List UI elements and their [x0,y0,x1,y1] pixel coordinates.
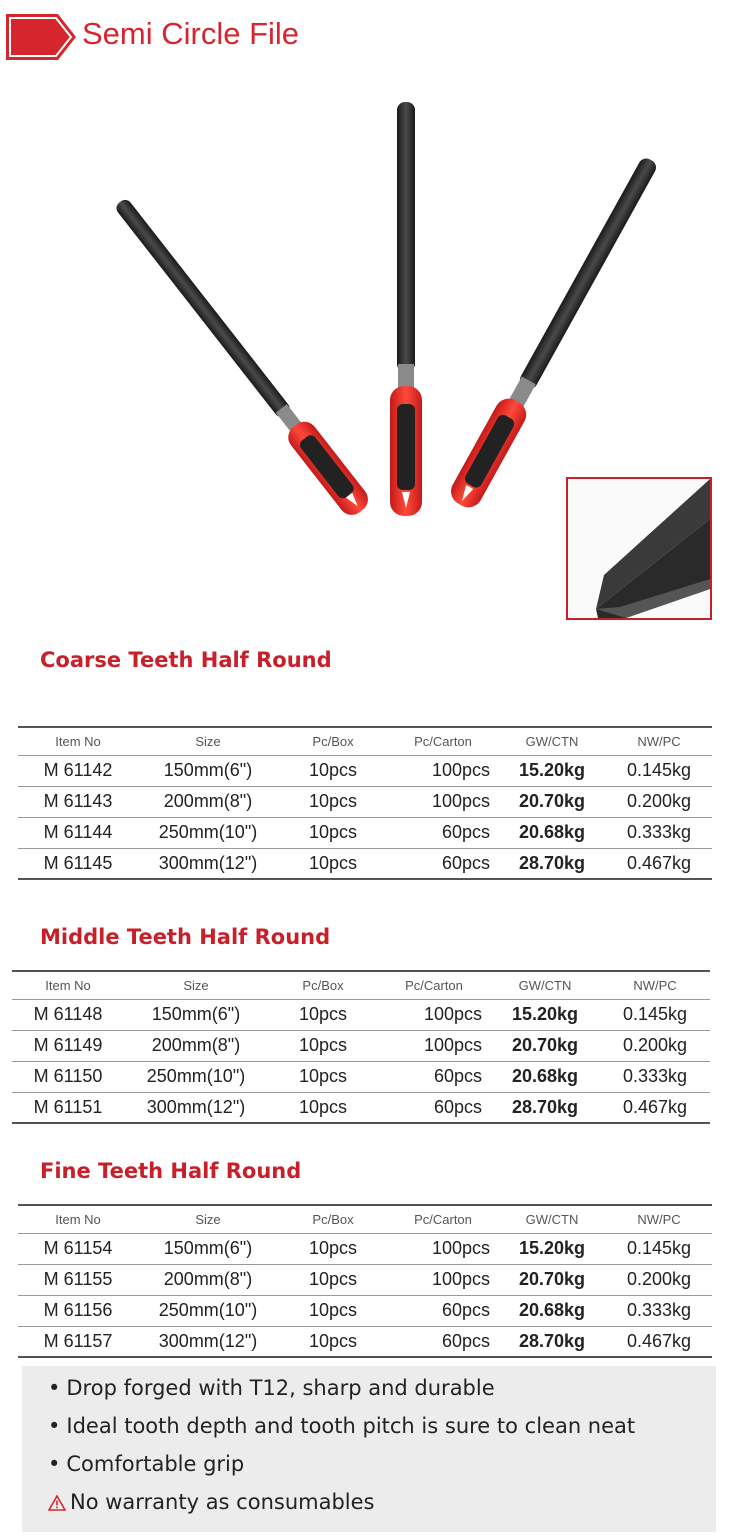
bullet-icon: • [48,1376,61,1400]
cell-item-no: M 61143 [18,786,138,817]
cell-nw-pc: 0.333kg [606,817,712,848]
arrow-badge-icon [6,14,76,60]
cell-nw-pc: 0.333kg [606,1295,712,1326]
feature-item [48,1448,716,1486]
table-row [18,755,712,786]
warning-item [48,1486,716,1524]
cell-size: 300mm(12") [124,1092,268,1123]
cell-item-no: M 61144 [18,817,138,848]
cell-size: 200mm(8") [124,1030,268,1061]
col-pc-carton: Pc/Carton [378,971,490,999]
cell-nw-pc: 0.200kg [600,1030,710,1061]
cell-item-no: M 61154 [18,1233,138,1264]
middle-file [390,102,422,516]
spec-table-fine [18,1204,712,1358]
col-pc-carton: Pc/Carton [388,1205,498,1233]
cell-item-no: M 61142 [18,755,138,786]
warning-icon [48,1495,66,1511]
col-pc-carton: Pc/Carton [388,727,498,755]
cell-item-no: M 61145 [18,848,138,879]
page-header [0,0,730,80]
cell-pc-box: 10pcs [278,817,388,848]
cell-gw-ctn: 15.20kg [490,999,600,1030]
file-tip-detail [568,479,710,618]
cell-gw-ctn: 28.70kg [498,1326,606,1357]
col-nw-pc: NW/PC [606,727,712,755]
right-file [446,152,665,512]
cell-size: 300mm(12") [138,848,278,879]
cell-size: 150mm(6") [124,999,268,1030]
col-item-no: Item No [18,727,138,755]
col-nw-pc: NW/PC [600,971,710,999]
cell-item-no: M 61149 [12,1030,124,1061]
table-row [12,999,710,1030]
table-row [18,1233,712,1264]
cell-pc-box: 10pcs [268,1061,378,1092]
col-pc-box: Pc/Box [278,727,388,755]
page-title: Semi Circle File [82,16,300,51]
cell-size: 250mm(10") [138,1295,278,1326]
col-item-no: Item No [18,1205,138,1233]
cell-pc-carton: 60pcs [388,1295,498,1326]
table-row [18,1264,712,1295]
cell-pc-carton: 100pcs [378,999,490,1030]
cell-pc-box: 10pcs [278,1264,388,1295]
col-size: Size [124,971,268,999]
cell-nw-pc: 0.145kg [600,999,710,1030]
cell-nw-pc: 0.145kg [606,755,712,786]
cell-pc-box: 10pcs [278,1295,388,1326]
cell-item-no: M 61150 [12,1061,124,1092]
col-pc-box: Pc/Box [278,1205,388,1233]
cell-gw-ctn: 20.70kg [490,1030,600,1061]
cell-pc-carton: 100pcs [388,755,498,786]
cell-size: 200mm(8") [138,1264,278,1295]
feature-text: Comfortable grip [66,1452,245,1476]
table-row [18,1326,712,1357]
cell-item-no: M 61156 [18,1295,138,1326]
col-pc-box: Pc/Box [268,971,378,999]
cell-pc-box: 10pcs [278,786,388,817]
cell-item-no: M 61157 [18,1326,138,1357]
feature-list [22,1366,716,1532]
cell-pc-carton: 60pcs [388,848,498,879]
cell-pc-carton: 100pcs [378,1030,490,1061]
cell-pc-carton: 60pcs [378,1061,490,1092]
cell-size: 150mm(6") [138,755,278,786]
cell-nw-pc: 0.467kg [606,848,712,879]
col-nw-pc: NW/PC [606,1205,712,1233]
section-title-coarse: Coarse Teeth Half Round [40,648,332,672]
col-size: Size [138,1205,278,1233]
table-header-row [18,1205,712,1233]
cell-item-no: M 61155 [18,1264,138,1295]
detail-inset [566,477,712,620]
table-row [18,848,712,879]
bullet-icon: • [48,1414,61,1438]
table-row [18,1295,712,1326]
table-header-row [18,727,712,755]
cell-gw-ctn: 20.68kg [490,1061,600,1092]
cell-pc-box: 10pcs [268,1030,378,1061]
table-row [18,786,712,817]
cell-size: 250mm(10") [124,1061,268,1092]
cell-nw-pc: 0.467kg [606,1326,712,1357]
table-header-row [12,971,710,999]
cell-pc-box: 10pcs [268,1092,378,1123]
warning-text: No warranty as consumables [70,1490,375,1514]
col-gw-ctn: GW/CTN [498,1205,606,1233]
cell-nw-pc: 0.145kg [606,1233,712,1264]
cell-pc-carton: 60pcs [388,1326,498,1357]
spec-table-coarse [18,726,712,880]
table-row [12,1061,710,1092]
cell-nw-pc: 0.333kg [600,1061,710,1092]
feature-item [48,1372,716,1410]
cell-gw-ctn: 20.70kg [498,786,606,817]
cell-gw-ctn: 20.68kg [498,817,606,848]
cell-nw-pc: 0.200kg [606,1264,712,1295]
cell-gw-ctn: 15.20kg [498,1233,606,1264]
feature-item [48,1410,716,1448]
bullet-icon: • [48,1452,61,1476]
feature-text: Ideal tooth depth and tooth pitch is sure to clean neat [66,1414,636,1438]
table-row [18,817,712,848]
table-row [12,1092,710,1123]
col-size: Size [138,727,278,755]
cell-pc-box: 10pcs [278,755,388,786]
spec-table-middle [12,970,710,1124]
cell-pc-box: 10pcs [278,1233,388,1264]
cell-pc-carton: 100pcs [388,1264,498,1295]
cell-gw-ctn: 15.20kg [498,755,606,786]
cell-size: 150mm(6") [138,1233,278,1264]
table-row [12,1030,710,1061]
product-image [0,90,730,630]
col-gw-ctn: GW/CTN [490,971,600,999]
cell-item-no: M 61151 [12,1092,124,1123]
feature-text: Drop forged with T12, sharp and durable [66,1376,495,1400]
cell-nw-pc: 0.200kg [606,786,712,817]
cell-gw-ctn: 20.68kg [498,1295,606,1326]
cell-size: 200mm(8") [138,786,278,817]
cell-pc-carton: 60pcs [388,817,498,848]
cell-pc-box: 10pcs [268,999,378,1030]
cell-size: 300mm(12") [138,1326,278,1357]
cell-gw-ctn: 28.70kg [498,848,606,879]
section-title-fine: Fine Teeth Half Round [40,1159,302,1183]
cell-gw-ctn: 20.70kg [498,1264,606,1295]
cell-pc-carton: 100pcs [388,786,498,817]
cell-pc-box: 10pcs [278,848,388,879]
cell-pc-carton: 60pcs [378,1092,490,1123]
col-item-no: Item No [12,971,124,999]
cell-pc-carton: 100pcs [388,1233,498,1264]
left-file [108,193,373,520]
section-title-middle: Middle Teeth Half Round [40,925,331,949]
cell-gw-ctn: 28.70kg [490,1092,600,1123]
cell-item-no: M 61148 [12,999,124,1030]
cell-pc-box: 10pcs [278,1326,388,1357]
cell-nw-pc: 0.467kg [600,1092,710,1123]
col-gw-ctn: GW/CTN [498,727,606,755]
cell-size: 250mm(10") [138,817,278,848]
